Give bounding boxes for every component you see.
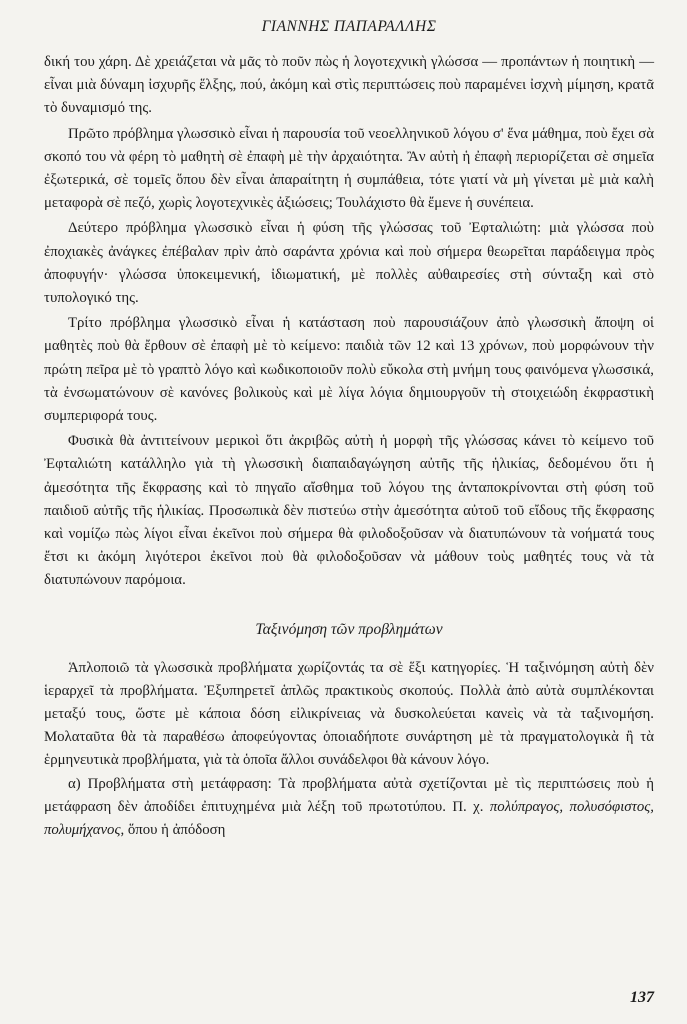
paragraph: δική του χάρη. Δὲ χρειάζεται νὰ μᾶς τὸ ποῦν πὼς ἡ λογοτεχνικὴ γλώσσα — προπάντων ἡ ποιητικὴ — εἶναι μιὰ δύναμη ἰσχυρῆς ἕλξης, πού, ἀκόμη καὶ στὶς περιπτώσεις ποὺ παραμένει ἰσχνὴ μίμηση, κρατᾶ τὸ δυναμισμό της.: [44, 54, 654, 117]
paragraph: Τρίτο πρόβλημα γλωσσικὸ εἶναι ἡ κατάσταση ποὺ παρουσιάζουν ἀπὸ γλωσσικὴ ἄποψη οἱ μαθητὲς ποὺ θὰ ἔρθουν σὲ ἐπαφὴ μὲ τὸ κείμενο: παιδιὰ τῶν 12 καὶ 13 χρόνων, ποὺ μορφώνουν τὴν πρώτη πεῖρα μὲ τὸ γραπτὸ λόγο καὶ κωδικοποιοῦν πολὺ εὔκολα στὴ μνήμη τους φαινόμενα γλωσσικά, τὰ ἐνσωματώνουν σὲ κανόνες βολικοὺς καὶ μὲ λίγα λόγια δημιουργοῦν τὴ στοιχειώδη ἐκφραστικὴ συμπεριφορά τους.: [44, 315, 654, 425]
section-heading: Ταξινόμηση τῶν προβλημάτων: [255, 620, 443, 638]
paragraph-text: α) Προβλήματα στὴ μετάφραση: Τὰ προβλήματα αὐτὰ σχετίζονται μὲ τὶς περιπτώσεις ποὺ ἡ μετάφραση δὲν ἀποδίδει ἐπιτυχημένα μιὰ λέξη τοῦ πρωτοτύπου. Π. χ.: [44, 775, 654, 815]
emphasized-terms: πολύπραγος, πολυσόφιστος, πολυμήχανος: [44, 798, 655, 839]
paragraph-text: , ὅπου ἡ ἀπόδοση: [120, 822, 226, 839]
page-number: 137: [630, 989, 654, 1006]
paragraph: Ἁπλοποιῶ τὰ γλωσσικὰ προβλήματα χωρίζοντάς τα σὲ ἕξι κατηγορίες. Ἡ ταξινόμηση αὐτὴ δὲν ἱεραρχεῖ τὰ προβλήματα. Ἐξυπηρετεῖ ἁπλῶς πρακτικοὺς σκοπούς. Πολλὰ ἀπὸ αὐτὰ συμπλέκονται μεταξύ τους, ὥστε μὲ κάποια δόση εἰλικρίνειας νὰ δυσκολεύεται κανεὶς νὰ τὰ ταξινομήση. Μολαταῦτα θὰ τὰ παραθέσω ἀποφεύγοντας ὁποιαδήποτε συνάρτηση μὲ τὰ πραγματολογικὰ ἢ τὰ ἑρμηνευτικὰ προβλήματα, γιὰ τὰ ὁποῖα ἄλλοι συνάδελφοι θὰ κάνουν λόγο.: [44, 659, 654, 769]
paragraph-item-a: [44, 773, 654, 843]
paragraph: Πρῶτο πρόβλημα γλωσσικὸ εἶναι ἡ παρουσία τοῦ νεοελληνικοῦ λόγου σ' ἕνα μάθημα, ποὺ ἔχει σὰ σκοπό του νὰ φέρη τὸ μαθητὴ σὲ ἐπαφὴ μὲ τὴν ἀρχαιότητα. Ἂν αὐτὴ ἡ ἐπαφὴ περιορίζεται σὲ σημεῖα ἐξωτερικά, σὲ τομεῖς ὅπου δὲν εἶναι ἀπαραίτητη ἡ συμπάθεια, τότε γιατί νὰ μὴ γίνεται μὲ μιὰ καλὴ μεταφορὰ σὲ πεζό, χωρὶς λογοτεχνικὲς ἀξιώσεις; Τουλάχιστο θὰ ἔμενε ἡ συνέπεια.: [44, 125, 654, 212]
document-page: [44, 18, 654, 1013]
document-body: [44, 51, 654, 842]
running-head: ΓΙΑΝΝΗΣ ΠΑΠΑΡΑΛΛΗΣ: [261, 18, 437, 35]
paragraph: Δεύτερο πρόβλημα γλωσσικὸ εἶναι ἡ φύση τῆς γλώσσας τοῦ Ἐφταλιώτη: μιὰ γλώσσα ποὺ ἐποχιακὲς ἀνάγκες ἐπέβαλαν πρὶν ἀπὸ σαράντα χρόνια καὶ ποὺ σήμερα θεωρεῖται παράδειγμα πρὸς ἀποφυγήν· γλώσσα ὑποκειμενική, ἰδιωματική, μὲ πολλὲς αὐθαιρεσίες στὴ σύνταξη καὶ στὸ τυπολογικό της.: [44, 220, 654, 307]
paragraph: Φυσικὰ θὰ ἀντιτείνουν μερικοὶ ὅτι ἀκριβῶς αὐτὴ ἡ μορφὴ τῆς γλώσσας κάνει τὸ κείμενο τοῦ Ἐφταλιώτη κατάλληλο γιὰ τὴ γλωσσικὴ διαπαιδαγώγηση αὐτῆς τῆς ἡλικίας, δεδομένου ὅτι ἡ ἀμεσότητα τῆς ἔκφρασης καὶ τὸ πηγαῖο αἴσθημα τοῦ λόγου της ἀνταποκρίνονται στὴ φύση τοῦ παιδιοῦ αὐτῆς τῆς ἡλικίας. Προσωπικὰ δὲν πιστεύω στὴν ἀμεσότητα αὐτοῦ τοῦ εἴδους τῆς ἔκφρασης καὶ νομίζω πὼς λίγοι εἶναι ἐκεῖνοι ποὺ σήμερα θὰ φιλοδοξοῦσαν νὰ διατυπώνουν τὰ νοήματά τους ἔτσι κι ἀκόμη λιγότεροι ἐκεῖνοι ποὺ θὰ φιλοδοξοῦσαν νὰ μάθουν τοὺς μαθητές τους νὰ τὰ διατυπώνουν παρόμοια.: [44, 433, 654, 589]
